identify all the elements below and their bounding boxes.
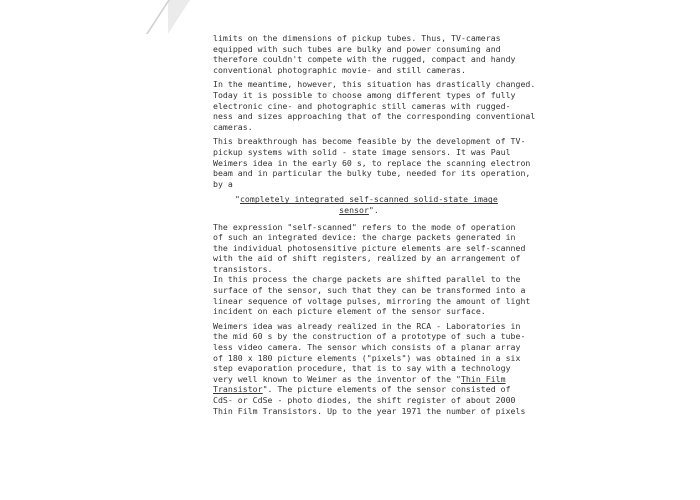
text-line: Thin Film Transistors. Up to the year 1971 the number of pixels (213, 405, 526, 416)
text-line: cameras. (213, 121, 253, 132)
folded-corner-shadow (168, 0, 190, 34)
text-line: equipped with such tubes are bulky and power consuming and (213, 43, 501, 54)
quote-line-1 (213, 194, 505, 205)
text-line: of such an integrated device: the charge packets generated in (213, 232, 516, 243)
paragraph-3 (213, 136, 531, 189)
text-line: The expression "self-scanned" refers to the mode of operation (213, 221, 516, 232)
thin-film-link-part-1: Thin Film (460, 373, 506, 384)
text-line: by a (213, 178, 233, 189)
quote-close-mark: ". (368, 204, 379, 215)
text-line: CdS- or CdSe - photo diodes, the shift register of about 2000 (213, 395, 516, 405)
text-line: beam and in particular the bulky tube, needed for its operation, (213, 168, 531, 179)
paragraph-5 (213, 320, 526, 416)
text-line: Today it is possible to choose among different types of fully (213, 89, 516, 100)
text-segment: ". The picture elements of the sensor consisted of (262, 384, 511, 395)
text-line: transistors. (213, 263, 273, 274)
paragraph-2 (213, 79, 536, 132)
text-line: ness and sizes approaching that of the corresponding conventional (213, 111, 536, 122)
text-line: therefore couldn't compete with the rugged, compact and handy (213, 54, 516, 65)
text-line: In this process the charge packets are shifted parallel to the (213, 274, 521, 285)
text-line-with-link (213, 374, 505, 385)
text-line: incident on each picture element of the sensor surface. (213, 306, 486, 317)
text-line: the mid 60 s by the construction of a prototype of such a tube- (213, 331, 526, 342)
text-line: This breakthrough has become feasible by the development of TV- (213, 136, 526, 147)
text-line: limits on the dimensions of pickup tubes. Thus, TV-cameras (213, 33, 501, 43)
text-line-with-link (213, 384, 511, 395)
text-line: less video camera. The sensor which consists of a planar array (213, 342, 521, 353)
text-line: surface of the sensor, such that they can be transformed into a (213, 285, 526, 296)
quote-text-line-1: completely integrated self-scanned solid-state image (239, 194, 498, 205)
text-line: step evaporation procedure, that is to say with a technology (213, 363, 511, 374)
text-line: pickup systems with solid - state image sensors. It was Paul (213, 146, 511, 157)
text-segment: very well known to Weimer as the inventor of the " (213, 373, 461, 384)
paragraph-4 (213, 221, 531, 317)
text-line: conventional photographic movie- and still cameras. (213, 64, 466, 75)
text-line: electronic cine- and photographic still cameras with rugged- (213, 100, 511, 111)
document-text (213, 33, 536, 420)
text-line: In the meantime, however, this situation has drastically changed. (213, 79, 536, 90)
text-line: linear sequence of voltage pulses, mirroring the amount of light (213, 295, 531, 306)
text-line: Weimers idea was already realized in the RCA - Laboratories in (213, 320, 521, 331)
quoted-definition (213, 194, 505, 215)
quote-open-mark: " (235, 194, 240, 205)
text-line: of 180 x 180 picture elements ("pixels") was obtained in a six (213, 352, 521, 363)
text-line: with the aid of shift registers, realized by an arrangement of (213, 253, 521, 264)
quote-text-line-2: sensor (339, 204, 369, 215)
text-line: the individual photosensitive picture elements are self-scanned (213, 242, 526, 253)
quote-line-2 (213, 205, 505, 216)
paragraph-1 (213, 33, 516, 75)
text-line: Weimers idea in the early 60 s, to replace the scanning electron (213, 157, 531, 168)
thin-film-link-part-2: Transistor (213, 384, 263, 395)
